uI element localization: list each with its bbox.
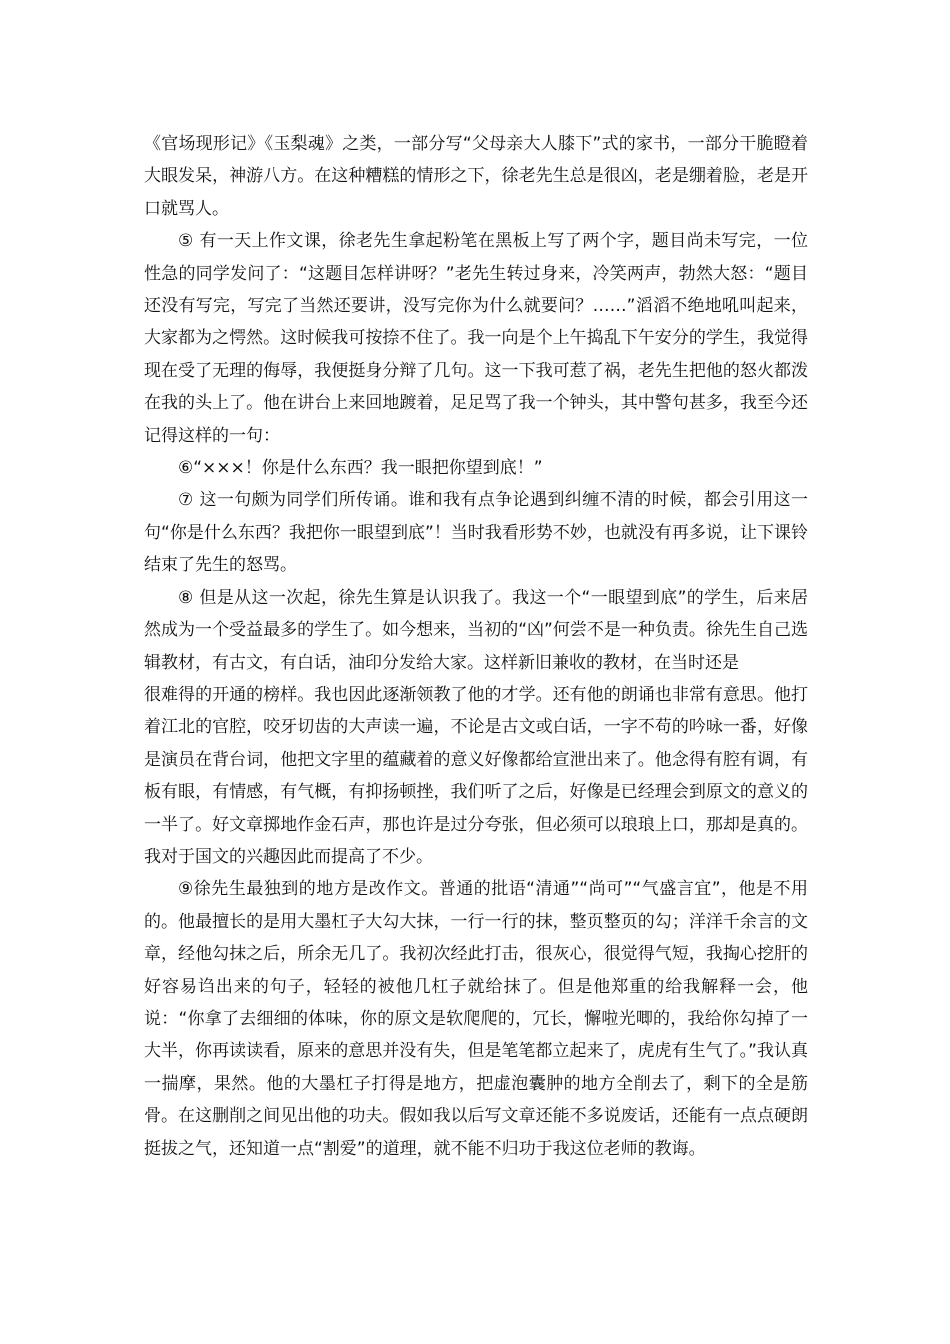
paragraph-intro-continued: 《官场现形记》《玉梨魂》之类，一部分写“父母亲大人膝下”式的家书，一部分干脆瞪着大眼发呆，神游八方。在这种糟糕的情形之下，徐老先生总是很凶，老是绷着脸，老是开口就骂人。 [144, 134, 808, 219]
paragraph-7: ⑦ 这一句颇为同学们所传诵。谁和我有点争论遇到纠缠不清的时候，都会引用这一句“你是什么东西？我把你一眼望到底”！当时我看形势不妙，也就没有再多说，让下课铃结束了先生的怒骂。 [144, 490, 808, 576]
paragraph-9: ⑨徐先生最独到的地方是改作文。普通的批语“清通”“尚可”“气盛言宜”，他是不用的。他最擅长的是用大墨杠子大勾大抹，一行一行的抹，整页整页的勾；洋洋千余言的文章，经他勾抹之后，所余无几了。我初次经此打击，很灰心，很觉得气短，我掏心挖肝的好容易诌出来的句子，轻轻的被他几杠子就给抹了。但是他郑重的给我解释一会，他说：“你拿了去细细的体味，你的原文是软爬爬的，冗长，懈啦光唧的，我给你勾掉了一大半，你再读读看，原来的意思并没有失，但是笔笔都立起来了，虎虎有生气了。”我认真一揣摩，果然。他的大墨杠子打得是地方，把虚泡囊肿的地方全削去了，剩下的全是筋骨。在这删削之间见出他的功夫。假如我以后写文章还能不多说废话，还能有一点点硬朗挺拔之气，还知道一点“割爱”的道理，就不能不归功于我这位老师的教诲。 [144, 879, 808, 1159]
document-page [144, 128, 808, 1165]
paragraph-8: ⑧ 但是从这一次起，徐先生算是认识我了。我这一个“一眼望到底”的学生，后来居然成为一个受益最多的学生了。如今想来，当初的“凶”何尝不是一种负责。徐先生自己选辑教材，有古文，有白话，油印分发给大家。这样新旧兼收的教材，在当时还是 [144, 587, 808, 673]
paragraph-5: ⑤ 有一天上作文课，徐老先生拿起粉笔在黑板上写了两个字，题目尚未写完，一位性急的同学发问了：“这题目怎样讲呀？”老先生转过身来，冷笑两声，勃然大怒：“题目还没有写完，写完了当然还要讲，没写完你为什么就要问？……”滔滔不绝地吼叫起来，大家都为之愕然。这时候我可按捺不住了。我一向是个上午捣乱下午安分的学生，我觉得现在受了无理的侮辱，我便挺身分辩了几句。这一下我可惹了祸，老先生把他的怒火都泼在我的头上了。他在讲台上来回地踱着，足足骂了我一个钟头，其中警句甚多，我至今还记得这样的一句： [144, 231, 808, 446]
paragraph-6: ⑥“×××！你是什么东西？我一眼把你望到底！” [178, 458, 543, 479]
paragraph-8-continued: 很难得的开通的榜样。我也因此逐渐领教了他的才学。还有他的朗诵也非常有意思。他打着江北的官腔，咬牙切齿的大声读一遍，不论是古文或白话，一字不苟的吟咏一番，好像是演员在背台词，他把文字里的蕴藏着的意义好像都给宣泄出来了。他念得有腔有调，有板有眼，有情感，有气概，有抑扬顿挫，我们听了之后，好像是已经理会到原文的意义的一半了。好文章掷地作金石声，那也许是过分夸张，但必须可以琅琅上口，那却是真的。我对于国文的兴趣因此而提高了不少。 [144, 684, 808, 867]
